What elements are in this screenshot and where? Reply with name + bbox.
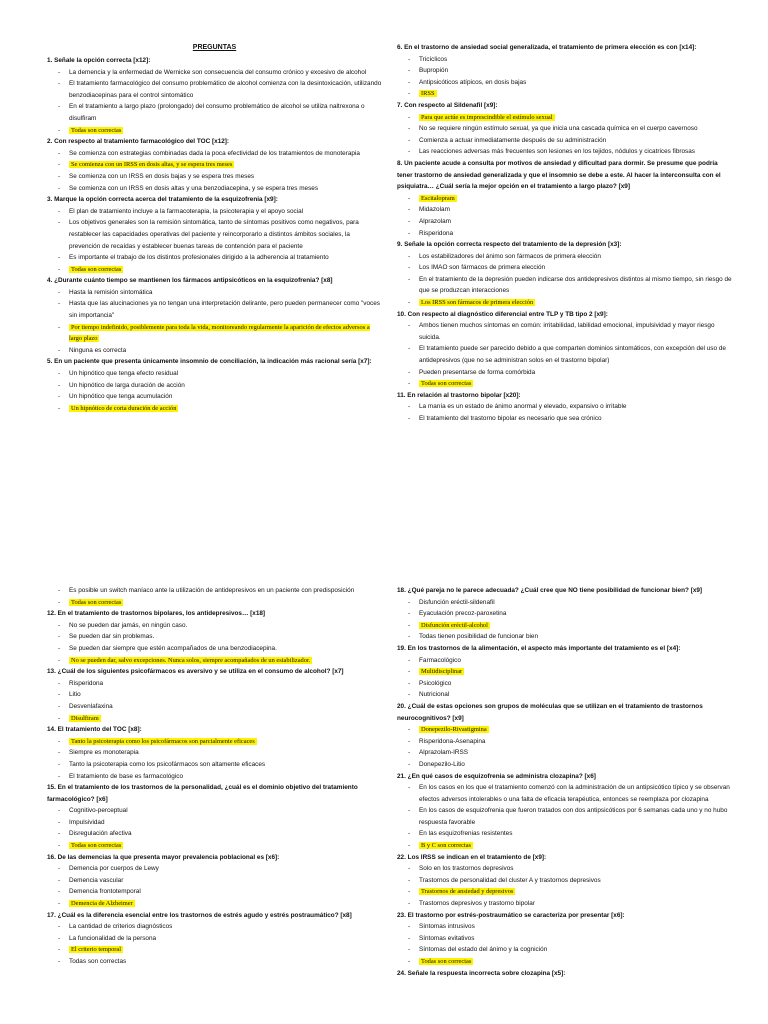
- answer-option: [69, 701, 382, 713]
- answer-option: [69, 252, 382, 264]
- answer-option: [419, 759, 732, 771]
- answer-text: Síntomas intrusivos: [419, 923, 475, 931]
- answer-option: [419, 378, 732, 390]
- answer-options: [397, 401, 732, 424]
- answer-option: [69, 689, 382, 701]
- answer-option: [419, 747, 732, 759]
- correct-answer-highlight: Para que actúe es imprescindible el estímulo sexual: [421, 113, 553, 121]
- question-text: 1. Señale la opción correcta [x12]:: [47, 57, 151, 64]
- question-block: [397, 701, 732, 771]
- correct-answer-highlight: Trastornos de ansiedad y depresivos: [421, 888, 514, 896]
- answer-text: La manía es un estado de ánimo anormal y elevado, expansivo o irritable: [419, 403, 627, 411]
- answer-text: Síntomas evitativos: [419, 934, 475, 942]
- question-text: 18. ¿Qué pareja no le parece adecuada? ¿Cuál cree que NO tiene posibilidad de funcionar bien? [x9]: [397, 587, 703, 594]
- answer-option: [419, 88, 732, 100]
- answer-text: Psicológico: [419, 679, 452, 687]
- answer-text: Risperidona: [419, 229, 454, 237]
- answer-text: Síntomas del estado del ánimo y la cognición: [419, 946, 548, 954]
- answer-text: Antipsicóticos atípicos, en dosis bajas: [419, 78, 527, 86]
- answer-option: [419, 262, 732, 274]
- answer-option: [69, 620, 382, 632]
- question-block: [397, 100, 732, 158]
- answer-option: [69, 643, 382, 655]
- answer-option: [69, 368, 382, 380]
- answer-options: [47, 863, 382, 909]
- answer-text: Los IMAO son fármacos de primera elección: [419, 264, 546, 272]
- answer-text: Demencia frontotemporal: [69, 888, 141, 896]
- answer-option: [419, 655, 732, 667]
- answer-option: [69, 67, 382, 79]
- question-block: [397, 910, 732, 968]
- question-text: 17. ¿Cuál es la diferencia esencial entre los trastornos de estrés agudo y estrés postraumático? [x8]: [47, 911, 352, 919]
- question-block: [397, 239, 732, 309]
- question-block: [47, 782, 382, 852]
- answer-option: [69, 322, 382, 345]
- answer-text: Tanto la psicoterapia como los psicofármacos son altamente eficaces: [69, 760, 266, 768]
- answer-option: [419, 193, 732, 205]
- answer-option: [419, 782, 732, 805]
- answer-options: [47, 620, 382, 666]
- question-block: [397, 309, 732, 390]
- answer-option: [69, 875, 382, 887]
- answer-options: [397, 921, 732, 967]
- question-block: [47, 724, 382, 782]
- answer-options: [397, 193, 732, 239]
- answer-text: Comienza a actuar inmediatamente después de su administración: [419, 136, 607, 144]
- answer-text: La cantidad de criterios diagnósticos: [69, 923, 173, 931]
- answer-option: [419, 956, 732, 968]
- answer-text: Disregulación afectiva: [69, 830, 132, 838]
- answer-text: Es importante el trabajo de los distintos profesionales dirigido a la adherencia al tratamiento: [69, 254, 329, 262]
- answer-text: Hasta que las alucinaciones ya no tengan una interpretación delirante, pero pueden permanecer como "voces sin importancia": [69, 300, 380, 320]
- answer-option: [419, 933, 732, 945]
- answer-option: [419, 274, 732, 297]
- question-block: [397, 390, 732, 425]
- answer-option: [69, 863, 382, 875]
- answer-option: [419, 944, 732, 956]
- answer-option: [69, 678, 382, 690]
- answer-text: Se comienza con estrategias combinadas dada la poca efectividad de los tratamientos de monoterapia: [69, 149, 360, 157]
- question-block: [47, 356, 382, 414]
- answer-text: En el tratamiento de la depresión pueden indicarse dos antidepresivos distintos al mismo tiempo, sin riesgo de que se produzcan interacciones: [419, 275, 732, 295]
- correct-answer-highlight: Se comienza con un IRSS en dosis altas, y se espera tres meses: [71, 161, 233, 169]
- answer-option: [419, 597, 732, 609]
- answer-text: Tricíclicos: [419, 55, 448, 63]
- question-text: 22. Los IRSS se indican en el tratamiento de [x9]:: [397, 853, 547, 861]
- answer-option: [69, 78, 382, 101]
- answer-option: [69, 298, 382, 321]
- answer-options: [397, 112, 732, 158]
- answer-option: [69, 380, 382, 392]
- answer-text: Midazolam: [419, 206, 450, 214]
- answer-text: Un hipnótico de larga duración de acción: [69, 381, 185, 389]
- answer-option: [419, 689, 732, 701]
- answer-text: Ambos tienen muchos síntomas en común: irritabilidad, labilidad emocional, impulsividad y mayor riesgo suicida.: [419, 322, 715, 341]
- question-text: 2. Con respecto al tratamiento farmacológico del TOC [x12]:: [47, 138, 230, 146]
- question-text: 3. Marque la opción correcta acerca del tratamiento de la esquizofrenia [x9]:: [47, 196, 278, 204]
- question-block: [397, 158, 732, 239]
- answer-option: [69, 805, 382, 817]
- correct-answer-highlight: Todas son correctas: [71, 265, 122, 273]
- answer-text: Farmacológico: [419, 656, 461, 664]
- question-block: [47, 910, 382, 968]
- answer-options: [397, 320, 732, 390]
- answer-text: En el tratamiento a largo plazo (prolongado) del consumo problemático de alcohol se utiliza naltrexona o disulfiram: [69, 103, 365, 122]
- question-block: [47, 585, 382, 608]
- question-block: [397, 771, 732, 852]
- answer-option: [69, 898, 382, 910]
- answer-option: [69, 206, 382, 218]
- answer-text: Alprazolam-IRSS: [419, 749, 469, 757]
- answer-text: En los casos en los que el tratamiento comenzó con la administración de un antipsicótico típico y se observan efectos adversos intolerables o una falta de eficacia terapéutica, entonces se reemplaza por clozapina: [419, 784, 730, 803]
- answer-text: El tratamiento puede ser parecido debido a que comparten dominios sintomáticos, con excepción del uso de antidepresivos (que no se administran solos en el trastorno bipolar): [419, 345, 726, 365]
- answer-options: [47, 148, 382, 194]
- answer-option: [419, 921, 732, 933]
- answer-options: [47, 287, 382, 357]
- answer-option: [69, 264, 382, 276]
- answer-text: El tratamiento de base es farmacológico: [69, 772, 184, 780]
- answer-options: [397, 782, 732, 852]
- answer-option: [419, 297, 732, 309]
- answer-text: Un hipnótico que tenga efecto residual: [69, 370, 179, 378]
- question-text: 19. En los trastornos de la alimentación, el aspecto más importante del tratamiento es el [x4]:: [397, 644, 681, 652]
- answer-option: [419, 123, 732, 135]
- answer-option: [419, 65, 732, 77]
- answer-option: [419, 736, 732, 748]
- answer-text: Demencia vascular: [69, 876, 124, 884]
- answer-option: [419, 367, 732, 379]
- answer-text: Pueden presentarse de forma comórbida: [419, 368, 536, 376]
- question-block: [397, 968, 732, 980]
- question-text: 4. ¿Durante cuánto tiempo se mantienen los fármacos antipsicóticos en la esquizofrenia? [x8]: [47, 277, 333, 285]
- answer-option: [419, 251, 732, 263]
- answer-option: [69, 159, 382, 171]
- question-text: 8. Un paciente acude a consulta por motivos de ansiedad y dificultad para dormir. Se presume que podría tener trastorno de ansiedad generalizada y que el insomnio se debe a este. Al hacer la interconsulta con el psiquiatra… ¿Cuál sería la mejor opción en el tratamiento a largo plazo? [x9]: [397, 159, 721, 191]
- answer-option: [419, 112, 732, 124]
- answer-text: Disfunción eréctil-sildenafil: [419, 598, 495, 606]
- answer-text: La demencia y la enfermedad de Wernicke son consecuencia del consumo crónico y excesivo de alcohol: [69, 68, 367, 76]
- answer-option: [69, 597, 382, 609]
- answer-options: [47, 805, 382, 851]
- answer-option: [419, 620, 732, 632]
- answer-text: En las esquizofrenias resistentes: [419, 830, 513, 838]
- answer-option: [419, 608, 732, 620]
- answer-options: [47, 585, 382, 608]
- question-text: 14. El tratamiento del TOC [x8]:: [47, 726, 142, 734]
- answer-option: [69, 956, 382, 968]
- question-text: 5. En un paciente que presenta únicamente insomnio de conciliación, la indicación más racional sería [x7]:: [47, 358, 372, 366]
- answer-option: [419, 863, 732, 875]
- answer-options: [397, 54, 732, 100]
- answer-text: Se pueden dar sin problemas.: [69, 633, 155, 641]
- question-text: 23. El trastorno por estrés-postraumático se caracteriza por presentar [x6]:: [397, 911, 625, 919]
- question-block: [397, 852, 732, 910]
- answer-option: [419, 135, 732, 147]
- answer-option: [69, 771, 382, 783]
- question-text: 6. En el trastorno de ansiedad social generalizada, el tratamiento de primera elección es con [x14]:: [397, 44, 697, 51]
- correct-answer-highlight: Todas son correctas: [71, 842, 122, 850]
- correct-answer-highlight: Un hipnótico de corta duración de acción: [71, 404, 177, 412]
- answer-options: [47, 678, 382, 724]
- answer-option: [69, 183, 382, 195]
- answer-text: El plan de tratamiento incluye a la farmacoterapia, la psicoterapia y el apoyo social: [69, 207, 304, 215]
- answer-option: [419, 631, 732, 643]
- answer-option: [69, 125, 382, 137]
- answer-option: [69, 631, 382, 643]
- answer-option: [69, 287, 382, 299]
- question-block: [397, 643, 732, 701]
- answer-text: En los casos de esquizofrenia que fueron tratados con dos antipsicóticos por 6 semanas cada uno y no hubo respuesta favorable: [419, 807, 728, 826]
- answer-text: El tratamiento del trastorno bipolar es necesario que sea crónico: [419, 415, 602, 422]
- correct-answer-highlight: Disfunción eréctil-alcohol: [421, 621, 488, 629]
- answer-option: [69, 585, 382, 597]
- question-block: [47, 666, 382, 724]
- answer-text: Impulsividad: [69, 818, 105, 826]
- answer-options: [397, 597, 732, 643]
- question-text: 7. Con respecto al Sildenafil [x9]:: [397, 101, 498, 109]
- answer-option: [419, 228, 732, 240]
- answer-text: No se pueden dar jamás, en ningún caso.: [69, 621, 188, 629]
- answer-text: Demencia por cuerpos de Lewy: [69, 865, 159, 873]
- answer-text: Risperidona: [69, 679, 104, 687]
- answer-text: Siempre es monoterapia: [69, 749, 139, 757]
- answer-text: Litio: [69, 691, 81, 699]
- answer-text: La funcionalidad de la persona: [69, 934, 157, 942]
- answer-text: Todas son correctas: [69, 958, 127, 965]
- answer-text: Donepezilo-Litio: [419, 760, 465, 768]
- question-text: 21. ¿En qué casos de esquizofrenia se administra clozapina? [x6]: [397, 772, 596, 780]
- question-text: 11. En relación al trastorno bipolar [x20]:: [397, 391, 521, 399]
- answer-options: [47, 368, 382, 414]
- question-text: 9. Señale la opción correcta respecto del tratamiento de la depresión [x3]:: [397, 241, 622, 249]
- answer-option: [419, 666, 732, 678]
- correct-answer-highlight: Todas son correctas: [421, 958, 472, 965]
- answer-option: [419, 54, 732, 66]
- answer-option: [419, 828, 732, 840]
- answer-text: Eyaculación precoz-paroxetina: [419, 610, 507, 618]
- answer-option: [69, 391, 382, 403]
- correct-answer-highlight: Multidisciplinar: [421, 668, 463, 676]
- correct-answer-highlight: El criterio temporal: [71, 946, 122, 954]
- correct-answer-highlight: IRSS: [421, 90, 435, 98]
- answer-options: [47, 206, 382, 276]
- answer-text: Los objetivos generales son la remisión sintomática, tanto de síntomas positivos como negativos, para restablecer las capacidades operativas del paciente y reincorporarlo a distintos ámbitos sociales, la prevención de recaídas y establecer buenas tareas de contención para el paciente: [69, 219, 359, 250]
- answer-option: [69, 148, 382, 160]
- question-text: 24. Señale la respuesta incorrecta sobre clozapina [x5]:: [397, 969, 566, 977]
- answer-option: [419, 77, 732, 89]
- answer-text: Hasta la remisión sintomática: [69, 288, 153, 296]
- question-block: [47, 275, 382, 356]
- question-block: [47, 194, 382, 275]
- answer-text: Es posible un switch maníaco ante la utilización de antidepresivos en un paciente con predisposición: [69, 587, 355, 594]
- answer-option: [69, 886, 382, 898]
- answer-option: [419, 898, 732, 910]
- answer-option: [419, 805, 732, 828]
- answer-option: [419, 886, 732, 898]
- correct-answer-highlight: Los IRSS son fármacos de primera elección: [421, 299, 534, 307]
- answer-option: [69, 944, 382, 956]
- answer-text: Alprazolam: [419, 217, 451, 225]
- answer-text: No se requiere ningún estímulo sexual, ya que inicia una cascada química en el cuerpo cavernoso: [419, 125, 698, 133]
- answer-text: Todas tienen posibilidad de funcionar bien: [419, 633, 539, 641]
- answer-text: Desvenlafaxina: [69, 702, 113, 710]
- answer-text: Bupropión: [419, 67, 449, 75]
- correct-answer-highlight: Tanto la psicoterapia como los psicofármacos son parcialmente eficaces: [71, 737, 255, 745]
- answer-option: [69, 828, 382, 840]
- answer-options: [47, 736, 382, 782]
- answer-option: [69, 840, 382, 852]
- answer-text: Las reacciones adversas más frecuentes son lesiones en los tejidos, nódulos y cicatrices fibrosas: [419, 148, 696, 156]
- correct-answer-highlight: No se pueden dar, salvo excepciones. Nunca solos, siempre acompañados de un estabilizador.: [71, 656, 311, 664]
- answer-text: Se pueden dar siempre que estén acompañados de una benzodiacepina.: [69, 644, 277, 652]
- page-heading: PREGUNTAS: [192, 44, 237, 51]
- answer-option: [69, 921, 382, 933]
- answer-option: [419, 724, 732, 736]
- page-2: [0, 512, 768, 1024]
- answer-option: [69, 345, 382, 357]
- answer-option: [69, 747, 382, 759]
- answer-options: [397, 724, 732, 770]
- answer-options: [397, 655, 732, 701]
- answer-option: [69, 713, 382, 725]
- answer-option: [419, 840, 732, 852]
- correct-answer-highlight: Demencia de Alzheimer: [71, 900, 133, 908]
- answer-option: [69, 217, 382, 252]
- answer-option: [69, 933, 382, 945]
- question-block: [397, 585, 732, 643]
- answer-option: [69, 817, 382, 829]
- answer-option: [419, 320, 732, 343]
- question-block: [47, 852, 382, 910]
- answer-text: El tratamiento farmacológico del consumo problemático de alcohol comienza con la desintoxicación, utilizando benzodiacepinas para el control sintomático: [69, 80, 382, 99]
- answer-option: [69, 171, 382, 183]
- answer-text: Solo en los trastornos depresivos: [419, 865, 514, 873]
- answer-option: [419, 401, 732, 413]
- correct-answer-highlight: Disulfiram: [71, 714, 99, 722]
- correct-answer-highlight: Todas son correctas: [71, 598, 122, 606]
- page-2-right-column: [397, 585, 732, 979]
- answer-option: [419, 216, 732, 228]
- question-text: 15. En el tratamiento de los trastornos de la personalidad, ¿cuál es el dominio objetivo del tratamiento farmacológico? [x6]: [47, 784, 358, 803]
- question-block: [47, 136, 382, 194]
- correct-answer-highlight: Todas son correctas: [71, 126, 122, 134]
- answer-options: [47, 921, 382, 967]
- correct-answer-highlight: Donepezilo-Rivastigmina: [421, 726, 487, 734]
- question-block: [397, 42, 732, 100]
- answer-text: Se comienza con un IRSS en dosis altas y una benzodiacepina, y se espera tres meses: [69, 184, 319, 192]
- question-block: [47, 608, 382, 666]
- answer-options: [47, 67, 382, 137]
- answer-text: Los estabilizadores del ánimo son fármacos de primera elección: [419, 252, 601, 260]
- answer-option: [69, 736, 382, 748]
- page-2-left-column: [47, 585, 382, 968]
- answer-text: Nutricional: [419, 691, 450, 699]
- page-1-left-column: [47, 42, 382, 414]
- answer-option: [69, 759, 382, 771]
- answer-option: [419, 413, 732, 425]
- correct-answer-highlight: Por tiempo indefinido, posiblemente para toda la vida, monitoreando regularmente la aparición de efectos adversos a largo plazo: [69, 323, 370, 343]
- answer-text: Trastornos de personalidad del cluster A y trastornos depresivos: [419, 876, 601, 884]
- answer-option: [69, 655, 382, 667]
- correct-answer-highlight: B y C son correctas: [421, 842, 472, 850]
- answer-text: Risperidona-Asenapina: [419, 737, 486, 745]
- answer-option: [419, 146, 732, 158]
- answer-text: Cognitivo-perceptual: [69, 807, 128, 815]
- page-1-right-column: [397, 42, 732, 425]
- question-text: 10. Con respecto al diagnóstico diferencial entre TLP y TB tipo 2 [x9]:: [397, 310, 608, 318]
- answer-options: [397, 251, 732, 309]
- answer-text: Un hipnótico que tenga acumulación: [69, 393, 173, 401]
- question-text: 13. ¿Cuál de los siguientes psicofármacos es aversivo y se utiliza en el consumo de alcohol? [x7]: [47, 668, 344, 676]
- answer-option: [419, 678, 732, 690]
- answer-option: [419, 875, 732, 887]
- correct-answer-highlight: Escitalopram: [421, 194, 455, 202]
- answer-option: [419, 343, 732, 366]
- answer-option: [69, 403, 382, 415]
- question-block: [47, 55, 382, 136]
- correct-answer-highlight: Todas son correctas: [421, 380, 472, 388]
- answer-option: [69, 101, 382, 124]
- answer-option: [419, 204, 732, 216]
- answer-text: Ninguna es correcta: [69, 346, 127, 354]
- answer-options: [397, 863, 732, 909]
- answer-text: Se comienza con un IRSS en dosis bajas y se espera tres meses: [69, 172, 255, 180]
- question-text: 20. ¿Cuál de estas opciones son grupos de moléculas que se utilizan en el tratamiento de trastornos neurocognitivos? [x9]: [397, 702, 703, 722]
- question-text: 12. En el tratamiento de trastornos bipolares, los antidepresivos… [x18]: [47, 610, 266, 618]
- answer-text: Trastornos depresivos y trastorno bipolar: [419, 900, 535, 908]
- question-text: 16. De las demencias la que presenta mayor prevalencia poblacional es [x6]:: [47, 853, 280, 861]
